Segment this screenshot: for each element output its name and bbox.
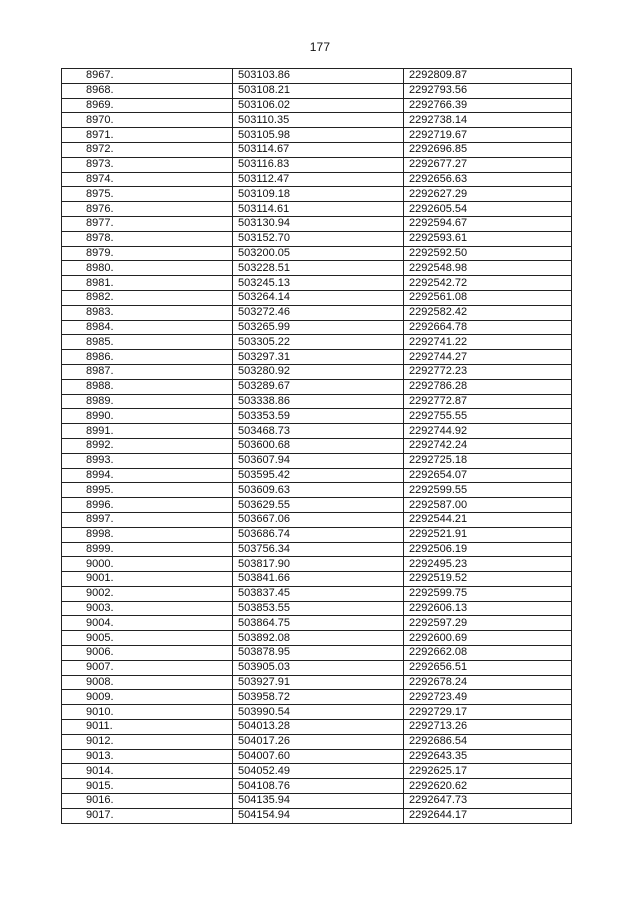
point-number-cell: 8969. [62,98,233,113]
y-coordinate-cell: 2292725.18 [404,453,572,468]
x-coordinate-cell: 503272.46 [233,305,404,320]
point-number-cell: 9016. [62,794,233,809]
x-coordinate-cell: 503667.06 [233,512,404,527]
table-row [62,409,572,424]
point-number-cell: 8989. [62,394,233,409]
point-number-cell: 8988. [62,379,233,394]
point-number-cell: 9004. [62,616,233,631]
table-row [62,157,572,172]
point-number-cell: 9012. [62,734,233,749]
y-coordinate-cell: 2292597.29 [404,616,572,631]
x-coordinate-cell: 503686.74 [233,527,404,542]
y-coordinate-cell: 2292599.55 [404,483,572,498]
x-coordinate-cell: 503609.63 [233,483,404,498]
x-coordinate-cell: 503338.86 [233,394,404,409]
table-row [62,83,572,98]
table-row [62,498,572,513]
y-coordinate-cell: 2292786.28 [404,379,572,394]
point-number-cell: 8981. [62,276,233,291]
table-row [62,290,572,305]
y-coordinate-cell: 2292723.49 [404,690,572,705]
x-coordinate-cell: 503130.94 [233,216,404,231]
y-coordinate-cell: 2292519.52 [404,572,572,587]
point-number-cell: 8968. [62,83,233,98]
y-coordinate-cell: 2292744.27 [404,350,572,365]
x-coordinate-cell: 503109.18 [233,187,404,202]
point-number-cell: 9015. [62,779,233,794]
x-coordinate-cell: 503280.92 [233,364,404,379]
x-coordinate-cell: 503112.47 [233,172,404,187]
point-number-cell: 9010. [62,705,233,720]
point-number-cell: 8997. [62,512,233,527]
y-coordinate-cell: 2292656.51 [404,660,572,675]
y-coordinate-cell: 2292521.91 [404,527,572,542]
x-coordinate-cell: 504135.94 [233,794,404,809]
y-coordinate-cell: 2292772.87 [404,394,572,409]
y-coordinate-cell: 2292738.14 [404,113,572,128]
y-coordinate-cell: 2292654.07 [404,468,572,483]
point-number-cell: 8979. [62,246,233,261]
x-coordinate-cell: 503228.51 [233,261,404,276]
table-row [62,305,572,320]
x-coordinate-cell: 503864.75 [233,616,404,631]
table-row [62,690,572,705]
table-row [62,142,572,157]
y-coordinate-cell: 2292643.35 [404,749,572,764]
table-row [62,113,572,128]
y-coordinate-cell: 2292696.85 [404,142,572,157]
y-coordinate-cell: 2292744.92 [404,424,572,439]
x-coordinate-cell: 503837.45 [233,586,404,601]
y-coordinate-cell: 2292625.17 [404,764,572,779]
y-coordinate-cell: 2292809.87 [404,69,572,84]
point-number-cell: 9008. [62,675,233,690]
y-coordinate-cell: 2292713.26 [404,720,572,735]
y-coordinate-cell: 2292755.55 [404,409,572,424]
x-coordinate-cell: 503841.66 [233,572,404,587]
point-number-cell: 8978. [62,231,233,246]
point-number-cell: 8975. [62,187,233,202]
point-number-cell: 8974. [62,172,233,187]
point-number-cell: 9002. [62,586,233,601]
table-row [62,172,572,187]
y-coordinate-cell: 2292647.73 [404,794,572,809]
x-coordinate-cell: 503108.21 [233,83,404,98]
point-number-cell: 9006. [62,646,233,661]
point-number-cell: 8973. [62,157,233,172]
table-row [62,527,572,542]
table-row [62,424,572,439]
point-number-cell: 8984. [62,320,233,335]
y-coordinate-cell: 2292582.42 [404,305,572,320]
x-coordinate-cell: 503629.55 [233,498,404,513]
y-coordinate-cell: 2292506.19 [404,542,572,557]
x-coordinate-cell: 504154.94 [233,808,404,823]
x-coordinate-cell: 504108.76 [233,779,404,794]
x-coordinate-cell: 503116.83 [233,157,404,172]
page-number: 177 [309,40,331,54]
y-coordinate-cell: 2292542.72 [404,276,572,291]
point-number-cell: 9000. [62,557,233,572]
table-row [62,379,572,394]
table-row [62,276,572,291]
y-coordinate-cell: 2292544.21 [404,512,572,527]
table-row [62,720,572,735]
y-coordinate-cell: 2292587.00 [404,498,572,513]
point-number-cell: 8999. [62,542,233,557]
table-row [62,572,572,587]
point-number-cell: 8977. [62,216,233,231]
table-row [62,646,572,661]
table-row [62,128,572,143]
x-coordinate-cell: 503305.22 [233,335,404,350]
point-number-cell: 9001. [62,572,233,587]
x-coordinate-cell: 503245.13 [233,276,404,291]
point-number-cell: 9007. [62,660,233,675]
y-coordinate-cell: 2292644.17 [404,808,572,823]
table-row [62,764,572,779]
table-row [62,453,572,468]
y-coordinate-cell: 2292677.27 [404,157,572,172]
table-row [62,468,572,483]
point-number-cell: 8990. [62,409,233,424]
x-coordinate-cell: 503114.67 [233,142,404,157]
table-row [62,734,572,749]
table-row [62,631,572,646]
x-coordinate-cell: 503103.86 [233,69,404,84]
x-coordinate-cell: 503878.95 [233,646,404,661]
x-coordinate-cell: 503756.34 [233,542,404,557]
table-row [62,808,572,823]
point-number-cell: 8995. [62,483,233,498]
table-row [62,705,572,720]
point-number-cell: 8980. [62,261,233,276]
x-coordinate-cell: 503817.90 [233,557,404,572]
point-number-cell: 8967. [62,69,233,84]
y-coordinate-cell: 2292742.24 [404,438,572,453]
x-coordinate-cell: 503853.55 [233,601,404,616]
y-coordinate-cell: 2292741.22 [404,335,572,350]
point-number-cell: 8987. [62,364,233,379]
point-number-cell: 8998. [62,527,233,542]
table-row [62,483,572,498]
table-row [62,749,572,764]
point-number-cell: 9014. [62,764,233,779]
x-coordinate-cell: 503289.67 [233,379,404,394]
table-row [62,601,572,616]
coordinates-table [61,68,572,824]
table-row [62,364,572,379]
table-row [62,779,572,794]
y-coordinate-cell: 2292678.24 [404,675,572,690]
x-coordinate-cell: 503990.54 [233,705,404,720]
table-row [62,187,572,202]
y-coordinate-cell: 2292656.63 [404,172,572,187]
y-coordinate-cell: 2292594.67 [404,216,572,231]
x-coordinate-cell: 503200.05 [233,246,404,261]
x-coordinate-cell: 504017.26 [233,734,404,749]
y-coordinate-cell: 2292600.69 [404,631,572,646]
x-coordinate-cell: 503353.59 [233,409,404,424]
point-number-cell: 8986. [62,350,233,365]
y-coordinate-cell: 2292664.78 [404,320,572,335]
y-coordinate-cell: 2292686.54 [404,734,572,749]
y-coordinate-cell: 2292561.08 [404,290,572,305]
x-coordinate-cell: 503265.99 [233,320,404,335]
x-coordinate-cell: 504013.28 [233,720,404,735]
y-coordinate-cell: 2292627.29 [404,187,572,202]
x-coordinate-cell: 503105.98 [233,128,404,143]
y-coordinate-cell: 2292599.75 [404,586,572,601]
table-row [62,586,572,601]
table-row [62,216,572,231]
table-row [62,794,572,809]
x-coordinate-cell: 503927.91 [233,675,404,690]
y-coordinate-cell: 2292766.39 [404,98,572,113]
point-number-cell: 8983. [62,305,233,320]
x-coordinate-cell: 503468.73 [233,424,404,439]
point-number-cell: 9017. [62,808,233,823]
point-number-cell: 8994. [62,468,233,483]
table-row [62,557,572,572]
y-coordinate-cell: 2292605.54 [404,202,572,217]
point-number-cell: 9003. [62,601,233,616]
point-number-cell: 9005. [62,631,233,646]
x-coordinate-cell: 503110.35 [233,113,404,128]
table-row [62,202,572,217]
table-row [62,438,572,453]
table-row [62,616,572,631]
point-number-cell: 8993. [62,453,233,468]
y-coordinate-cell: 2292548.98 [404,261,572,276]
x-coordinate-cell: 504007.60 [233,749,404,764]
y-coordinate-cell: 2292662.08 [404,646,572,661]
point-number-cell: 8996. [62,498,233,513]
x-coordinate-cell: 503892.08 [233,631,404,646]
x-coordinate-cell: 503607.94 [233,453,404,468]
point-number-cell: 8972. [62,142,233,157]
x-coordinate-cell: 503114.61 [233,202,404,217]
y-coordinate-cell: 2292592.50 [404,246,572,261]
y-coordinate-cell: 2292593.61 [404,231,572,246]
y-coordinate-cell: 2292606.13 [404,601,572,616]
point-number-cell: 9013. [62,749,233,764]
table-row [62,512,572,527]
point-number-cell: 9011. [62,720,233,735]
point-number-cell: 8985. [62,335,233,350]
table-row [62,675,572,690]
point-number-cell: 8982. [62,290,233,305]
y-coordinate-cell: 2292793.56 [404,83,572,98]
coordinates-table-body [62,69,572,824]
x-coordinate-cell: 503905.03 [233,660,404,675]
point-number-cell: 8976. [62,202,233,217]
y-coordinate-cell: 2292495.23 [404,557,572,572]
point-number-cell: 9009. [62,690,233,705]
x-coordinate-cell: 503264.14 [233,290,404,305]
table-row [62,350,572,365]
x-coordinate-cell: 503297.31 [233,350,404,365]
table-row [62,542,572,557]
y-coordinate-cell: 2292620.62 [404,779,572,794]
y-coordinate-cell: 2292729.17 [404,705,572,720]
x-coordinate-cell: 503600.68 [233,438,404,453]
table-row [62,394,572,409]
x-coordinate-cell: 503106.02 [233,98,404,113]
y-coordinate-cell: 2292772.23 [404,364,572,379]
table-row [62,320,572,335]
table-row [62,69,572,84]
y-coordinate-cell: 2292719.67 [404,128,572,143]
table-row [62,261,572,276]
table-row [62,98,572,113]
point-number-cell: 8970. [62,113,233,128]
x-coordinate-cell: 503152.70 [233,231,404,246]
table-row [62,231,572,246]
point-number-cell: 8991. [62,424,233,439]
point-number-cell: 8971. [62,128,233,143]
x-coordinate-cell: 504052.49 [233,764,404,779]
x-coordinate-cell: 503958.72 [233,690,404,705]
x-coordinate-cell: 503595.42 [233,468,404,483]
table-row [62,335,572,350]
point-number-cell: 8992. [62,438,233,453]
table-row [62,246,572,261]
table-row [62,660,572,675]
